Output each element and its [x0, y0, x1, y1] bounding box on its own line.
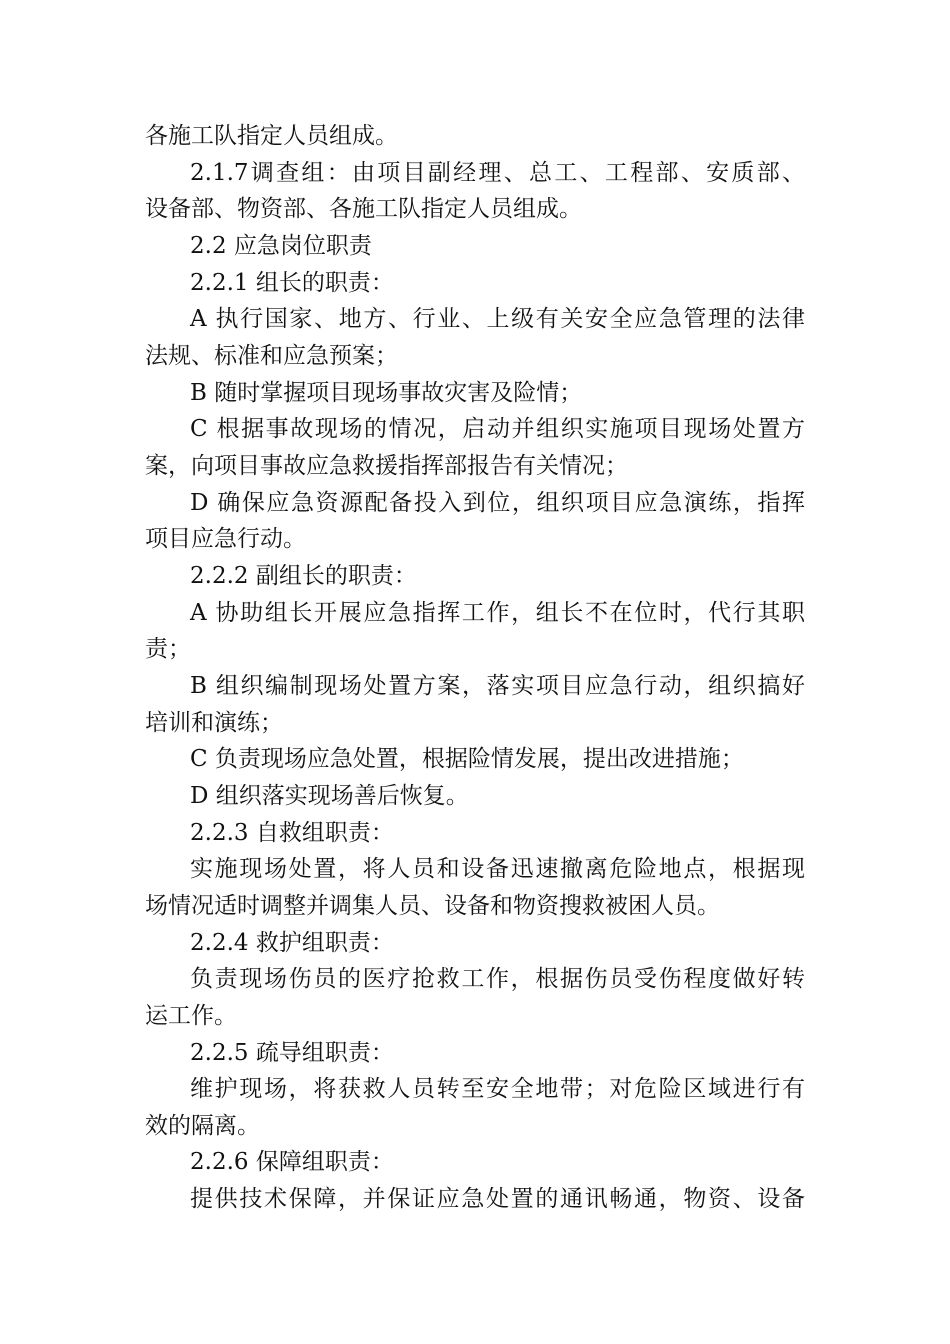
- text-line: 2.2.6 保障组职责：: [190, 1149, 394, 1176]
- text-line: 负责现场伤员的医疗抢救工作，根据伤员受伤程度做好转: [190, 966, 805, 993]
- text-line: C 根据事故现场的情况，启动并组织实施项目现场处置方: [190, 416, 805, 443]
- text-line: 效的隔离。: [145, 1112, 260, 1139]
- text-line: A 执行国家、地方、行业、上级有关安全应急管理的法律: [190, 306, 805, 333]
- text-line: 培训和演练；: [145, 709, 283, 736]
- text-line: 维护现场，将获救人员转至安全地带；对危险区域进行有: [190, 1076, 805, 1103]
- text-line: 2.2.3 自救组职责：: [190, 819, 394, 846]
- text-line: D 组织落实现场善后恢复。: [190, 782, 469, 809]
- text-line: B 随时掌握项目现场事故灾害及险情；: [190, 379, 583, 406]
- text-line: D 确保应急资源配备投入到位，组织项目应急演练，指挥: [190, 489, 805, 516]
- text-line: 项目应急行动。: [145, 526, 306, 553]
- text-line: 2.2.1 组长的职责：: [190, 269, 394, 296]
- text-line: 实施现场处置，将人员和设备迅速撤离危险地点，根据现: [190, 856, 805, 883]
- text-line: 设备部、物资部、各施工队指定人员组成。: [145, 196, 582, 223]
- text-line: B 组织编制现场处置方案，落实项目应急行动，组织搞好: [190, 672, 805, 699]
- text-line: 运工作。: [145, 1002, 237, 1029]
- text-line: C 负责现场应急处置，根据险情发展，提出改进措施；: [190, 746, 744, 773]
- text-line: 2.2.2 副组长的职责：: [190, 562, 417, 589]
- text-line: 场情况适时调整并调集人员、设备和物资搜救被困人员。: [145, 892, 720, 919]
- text-line: 各施工队指定人员组成。: [145, 123, 398, 149]
- text-line: 2.1.7调查组：由项目副经理、总工、工程部、安质部、: [190, 159, 805, 186]
- text-line: A 协助组长开展应急指挥工作，组长不在位时，代行其职: [190, 599, 805, 626]
- text-line: 2.2.5 疏导组职责：: [190, 1039, 394, 1066]
- text-line: 2.2.4 救护组职责：: [190, 929, 394, 956]
- text-line: 责；: [145, 636, 191, 663]
- text-line: 案，向项目事故应急救援指挥部报告有关情况；: [145, 452, 628, 479]
- text-line: 2.2 应急岗位职责: [190, 232, 372, 259]
- text-line: 提供技术保障，并保证应急处置的通讯畅通，物资、设备: [190, 1186, 805, 1213]
- text-line: 法规、标准和应急预案；: [145, 342, 398, 369]
